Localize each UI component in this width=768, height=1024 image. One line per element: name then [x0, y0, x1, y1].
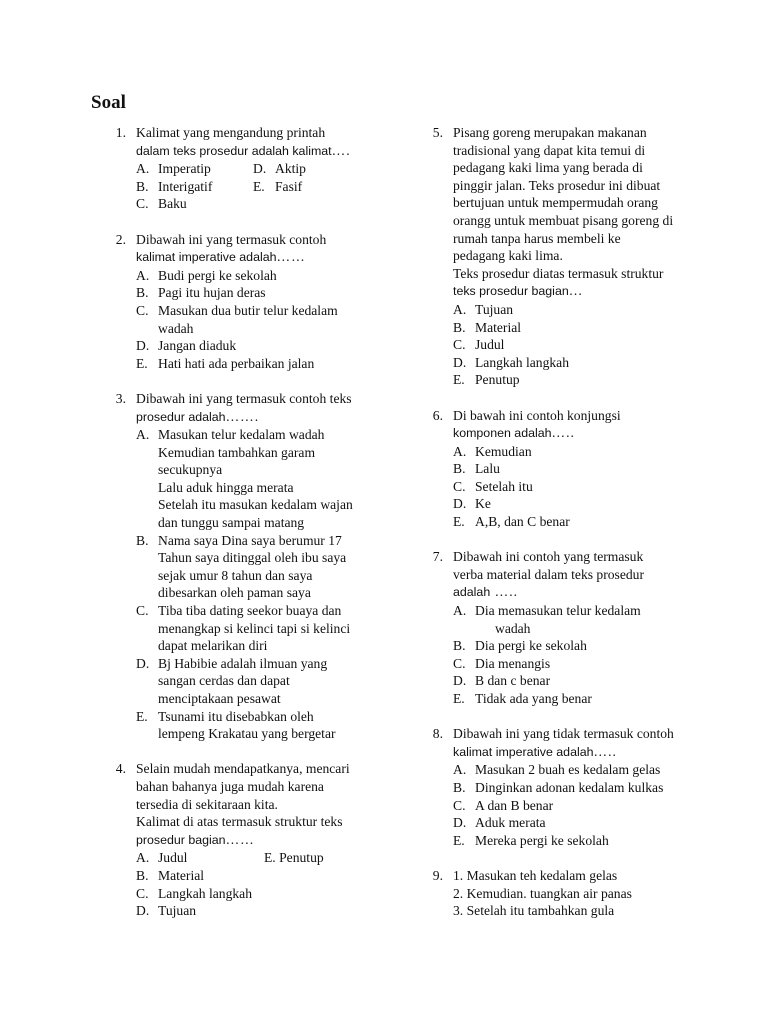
option-e[interactable]: E. Penutup	[453, 372, 520, 388]
option-a[interactable]: A. Dia memasukan telur kedalam wadah	[453, 603, 641, 636]
question-number: 8.	[432, 726, 443, 742]
question-1	[108, 124, 370, 213]
option-b[interactable]: B. Material	[453, 319, 522, 335]
list-item: 1. Masukan teh kedalam gelas	[453, 867, 618, 883]
question-9	[425, 867, 690, 920]
list-item: 2. Kemudian. tuangkan air panas	[453, 885, 632, 901]
question-text: Selain mudah mendapatkanya, mencari bahan bahanya juga mudah karena tersedia di sekitaraan kita. Kalimat di atas termasuk struktur teks prosedur bagian……	[136, 761, 350, 847]
option-c[interactable]: C. A dan B benar	[453, 797, 554, 813]
question-number: 6.	[432, 407, 443, 423]
question-6	[425, 407, 690, 531]
option-b[interactable]: B. Pagi itu hujan deras	[136, 285, 266, 301]
question-5	[425, 124, 690, 389]
question-3	[108, 390, 370, 743]
option-b[interactable]: B. Interigatif	[136, 178, 213, 194]
option-e[interactable]: E. Penutup	[264, 850, 324, 866]
option-d[interactable]: D. Aduk merata	[453, 815, 546, 831]
question-text: Dibawah ini contoh yang termasuk verba material dalam teks prosedur adalah …..	[453, 549, 644, 600]
question-text: Kalimat yang mengandung printah dalam teks prosedur adalah kalimat….	[136, 125, 351, 158]
option-d[interactable]: D. B dan c benar	[453, 673, 551, 689]
option-d[interactable]: D. Langkah langkah	[453, 354, 569, 370]
option-c[interactable]: C. Tiba tiba dating seekor buaya dan menangkap si kelinci tapi si kelinci dapat melarikan diri	[136, 603, 351, 654]
question-number: 3.	[115, 390, 126, 406]
option-e[interactable]: E. Tidak ada yang benar	[453, 691, 592, 706]
option-a[interactable]: A. Imperatip	[136, 161, 211, 177]
list-item: 3. Setelah itu tambahkan gula	[453, 903, 615, 919]
question-number: 4.	[115, 761, 126, 777]
left-column	[108, 124, 370, 937]
option-a[interactable]: A. Masukan telur kedalam wadah Kemudian tambahkan garam secukupnya Lalu aduk hingga merata Setelah itu masukan kedalam wajan dan tunggu sampai matang	[136, 427, 353, 531]
option-b[interactable]: B. Nama saya Dina saya berumur 17 Tahun saya ditinggal oleh ibu saya sejak umur 8 tahun dan saya dibesarkan oleh paman saya	[136, 532, 347, 601]
question-7	[425, 548, 690, 707]
option-a[interactable]: A. Budi pergi ke sekolah	[136, 267, 277, 283]
question-text	[453, 867, 690, 920]
option-b[interactable]: B. Lalu	[453, 461, 500, 477]
question-4	[108, 760, 370, 919]
question-number: 1.	[115, 125, 126, 140]
option-e[interactable]: E. Tsunami itu disebabkan oleh lempeng Krakatau yang bergetar	[136, 708, 336, 742]
page-title: Soal	[91, 92, 126, 113]
option-c[interactable]: C. Masukan dua butir telur kedalam wadah	[136, 302, 338, 336]
option-e[interactable]: E. Hati hati ada perbaikan jalan	[136, 355, 315, 371]
option-a[interactable]: A. Kemudian	[453, 443, 532, 459]
option-d[interactable]: D. Jangan diaduk	[136, 338, 237, 354]
option-a[interactable]: A. Tujuan	[453, 301, 514, 317]
question-text: Dibawah ini yang tidak termasuk contoh kalimat imperative adalah…..	[453, 726, 674, 759]
question-text: Di bawah ini contoh konjungsi komponen adalah…..	[453, 407, 621, 441]
question-number: 5.	[432, 125, 443, 140]
option-e[interactable]: E. Mereka pergi ke sekolah	[453, 832, 609, 848]
option-c[interactable]: C. Judul	[453, 337, 505, 353]
option-c[interactable]: C. Langkah langkah	[136, 885, 252, 901]
option-e[interactable]: E. Fasif	[253, 178, 303, 194]
option-c[interactable]: C. Baku	[136, 196, 187, 212]
question-number: 7.	[432, 549, 443, 565]
option-d[interactable]: D. Ke	[453, 496, 491, 512]
right-column	[425, 124, 690, 937]
option-d[interactable]: D. Aktip	[253, 161, 306, 177]
question-text: Dibawah ini yang termasuk contoh kalimat imperative adalah……	[136, 231, 327, 265]
option-d[interactable]: D. Tujuan	[136, 903, 197, 919]
question-2	[108, 231, 370, 373]
option-a[interactable]: A. Masukan 2 buah es kedalam gelas	[453, 762, 661, 778]
option-b[interactable]: B. Dinginkan adonan kedalam kulkas	[453, 779, 664, 795]
option-b[interactable]: B. Material	[136, 867, 205, 883]
option-d[interactable]: D. Bj Habibie adalah ilmuan yang sangan cerdas dan dapat menciptakaan pesawat	[136, 655, 328, 706]
question-text: Pisang goreng merupakan makanan tradisional yang dapat kita temui di pedagang kaki lima yang berada di pinggir jalan. Teks prosedur ini dibuat bertujuan untuk mempermudah orang orangg untuk membuat pisang goreng di rumah tanpa harus membeli ke pedagang kaki lima. Teks prosedur diatas termasuk struktur teks prosedur bagian…	[453, 125, 674, 299]
option-c[interactable]: C. Setelah itu	[453, 478, 533, 494]
question-number: 9.	[432, 867, 443, 883]
question-number: 2.	[115, 231, 126, 247]
option-c[interactable]: C. Dia menangis	[453, 655, 551, 671]
option-e[interactable]: E. A,B, dan C benar	[453, 514, 570, 530]
question-text: Dibawah ini yang termasuk contoh teks prosedur adalah…….	[136, 390, 352, 424]
option-a[interactable]: A. Judul	[136, 850, 188, 866]
option-b[interactable]: B. Dia pergi ke sekolah	[453, 638, 587, 654]
question-8	[425, 725, 690, 849]
